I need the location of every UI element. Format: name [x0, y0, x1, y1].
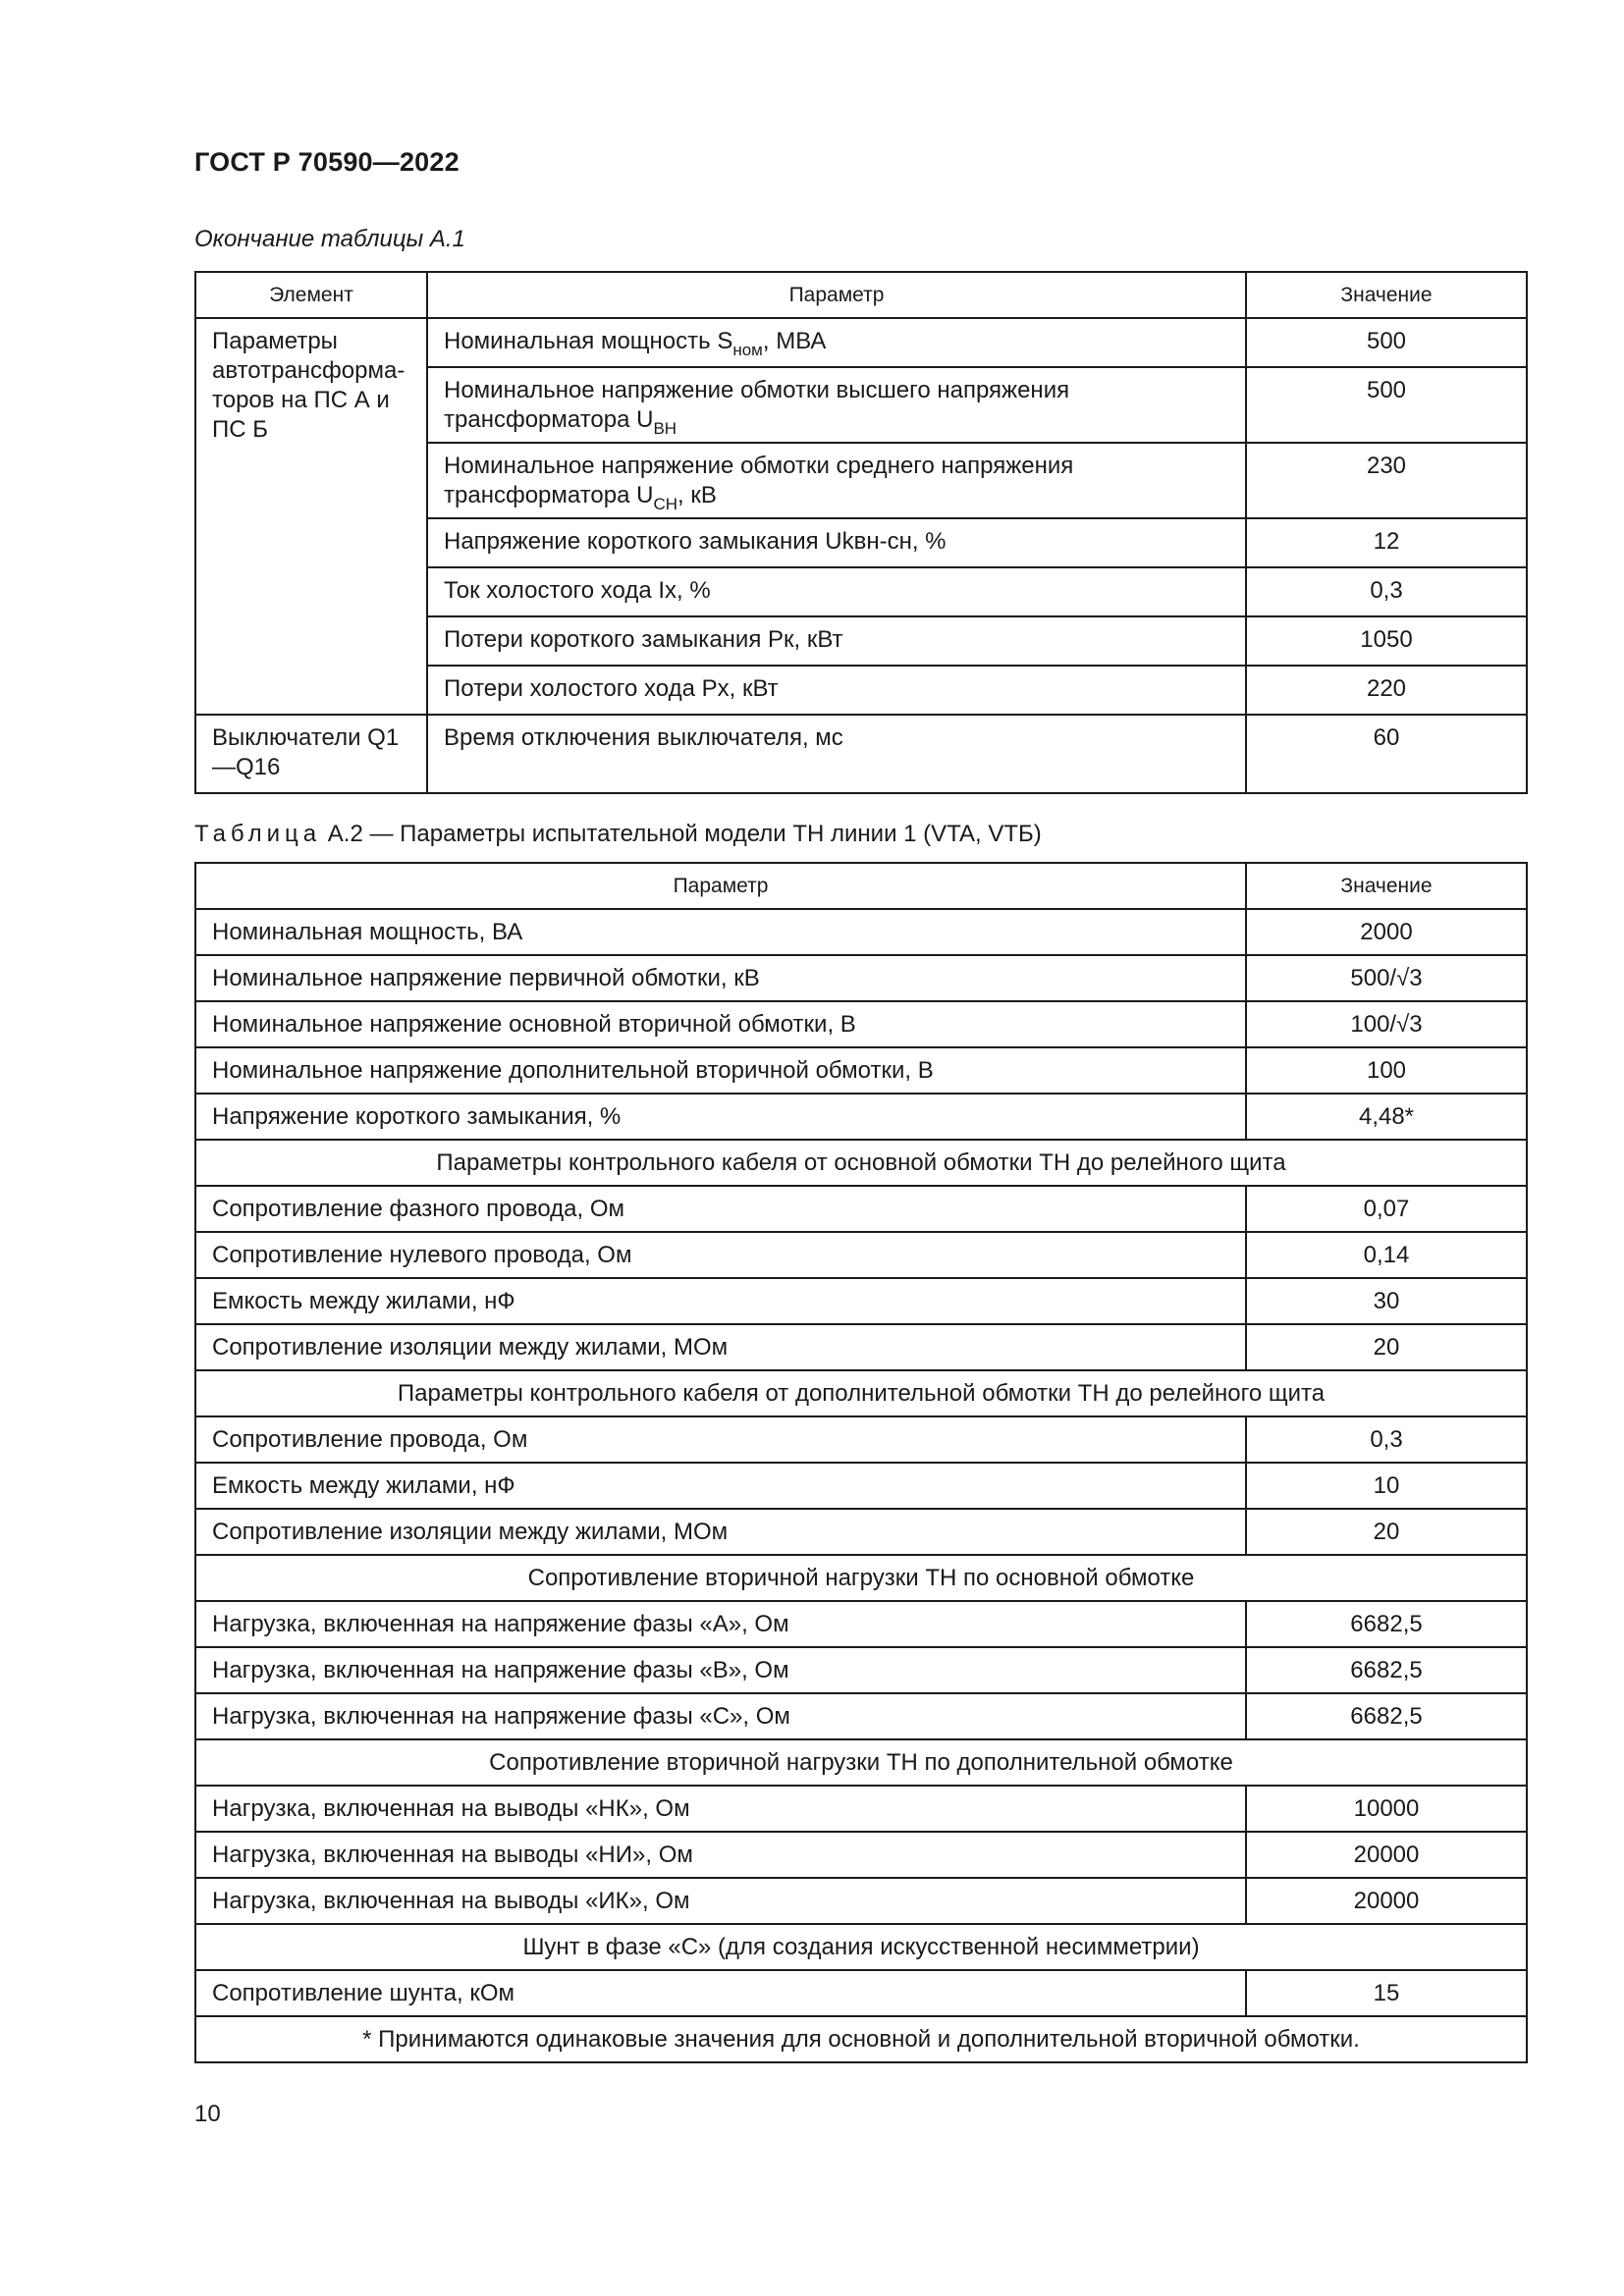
- table-row: [195, 1601, 1527, 1647]
- table-row: [195, 1878, 1527, 1924]
- table-row: [195, 1232, 1527, 1278]
- value-cell: 6682,5: [1246, 1647, 1527, 1693]
- value-cell: 500/√3: [1246, 955, 1527, 1001]
- parameter-cell: Номинальная мощность, ВА: [195, 909, 1246, 955]
- value-cell: 20: [1246, 1509, 1527, 1555]
- table-row: [195, 1509, 1527, 1555]
- table-row: [195, 1693, 1527, 1739]
- value-cell: 20000: [1246, 1832, 1527, 1878]
- table-a2: [194, 862, 1528, 2063]
- table-row: [195, 955, 1527, 1001]
- table-row: [195, 1416, 1527, 1463]
- section-row: [195, 1924, 1527, 1970]
- section-title: Шунт в фазе «С» (для создания искусственной несимметрии): [195, 1924, 1527, 1970]
- parameter-cell: Нагрузка, включенная на напряжение фазы «С», Ом: [195, 1693, 1246, 1739]
- section-row: [195, 1555, 1527, 1601]
- parameter-cell: Потери короткого замыкания Рк, кВт: [427, 616, 1246, 666]
- parameter-cell: Потери холостого хода Рх, кВт: [427, 666, 1246, 715]
- value-cell: 0,07: [1246, 1186, 1527, 1232]
- parameter-cell: Время отключения выключателя, мс: [427, 715, 1246, 793]
- value-cell: 0,3: [1246, 1416, 1527, 1463]
- parameter-cell: Напряжение короткого замыкания Ukвн-сн, %: [427, 518, 1246, 567]
- value-cell: 0,3: [1246, 567, 1527, 616]
- header-value: Значение: [1246, 272, 1527, 318]
- parameter-cell: Ток холостого хода Iх, %: [427, 567, 1246, 616]
- table-row: [195, 1324, 1527, 1370]
- table-row: [195, 1001, 1527, 1047]
- parameter-cell: Нагрузка, включенная на выводы «НИ», Ом: [195, 1832, 1246, 1878]
- value-cell: 20000: [1246, 1878, 1527, 1924]
- parameter-cell: Сопротивление нулевого провода, Ом: [195, 1232, 1246, 1278]
- section-title: Параметры контрольного кабеля от основной обмотки ТН до релейного щита: [195, 1140, 1527, 1186]
- header-parameter: Параметр: [195, 863, 1246, 909]
- table-row: [195, 1047, 1527, 1094]
- section-title: Сопротивление вторичной нагрузки ТН по дополнительной обмотке: [195, 1739, 1527, 1786]
- section-title: Сопротивление вторичной нагрузки ТН по основной обмотке: [195, 1555, 1527, 1601]
- table-row: [195, 1970, 1527, 2016]
- table-row: [195, 909, 1527, 955]
- parameter-cell: Сопротивление фазного провода, Ом: [195, 1186, 1246, 1232]
- parameter-cell: Номинальное напряжение первичной обмотки, кВ: [195, 955, 1246, 1001]
- value-cell: 100/√3: [1246, 1001, 1527, 1047]
- page-number: 10: [194, 2101, 221, 2127]
- section-row: [195, 1739, 1527, 1786]
- parameter-cell: Нагрузка, включенная на напряжение фазы «В», Ом: [195, 1647, 1246, 1693]
- value-cell: 2000: [1246, 909, 1527, 955]
- value-cell: 10: [1246, 1463, 1527, 1509]
- header-parameter: Параметр: [427, 272, 1246, 318]
- table-row: [195, 1278, 1527, 1324]
- table-row: [195, 1094, 1527, 1140]
- parameter-cell: Номинальное напряжение дополнительной вторичной обмотки, В: [195, 1047, 1246, 1094]
- value-cell: 500: [1246, 367, 1527, 443]
- parameter-cell: Емкость между жилами, нФ: [195, 1278, 1246, 1324]
- value-cell: 60: [1246, 715, 1527, 793]
- table-a2-caption: [194, 821, 1042, 848]
- parameter-cell: Сопротивление изоляции между жилами, МОм: [195, 1509, 1246, 1555]
- parameter-cell: Номинальная мощность $S_{ном}$, МВА: [427, 318, 1246, 367]
- value-cell: 1050: [1246, 616, 1527, 666]
- value-cell: 10000: [1246, 1786, 1527, 1832]
- table-header-row: [195, 863, 1527, 909]
- value-cell: 20: [1246, 1324, 1527, 1370]
- table-a1: [194, 271, 1528, 794]
- value-cell: 6682,5: [1246, 1693, 1527, 1739]
- value-cell: 30: [1246, 1278, 1527, 1324]
- value-cell: 4,48*: [1246, 1094, 1527, 1140]
- element-cell: Параметры автотрансформа-торов на ПС А и ПС Б: [195, 318, 427, 715]
- value-cell: 0,14: [1246, 1232, 1527, 1278]
- table-row: [195, 1786, 1527, 1832]
- header-element: Элемент: [195, 272, 427, 318]
- value-cell: 15: [1246, 1970, 1527, 2016]
- value-cell: 500: [1246, 318, 1527, 367]
- table-header-row: [195, 272, 1527, 318]
- section-row: [195, 1140, 1527, 1186]
- parameter-cell: Нагрузка, включенная на выводы «НК», Ом: [195, 1786, 1246, 1832]
- value-cell: 230: [1246, 443, 1527, 518]
- footnote: * Принимаются одинаковые значения для основной и дополнительной вторичной обмотки.: [195, 2016, 1527, 2062]
- parameter-cell: Напряжение короткого замыкания, %: [195, 1094, 1246, 1140]
- parameter-cell: Нагрузка, включенная на выводы «ИК», Ом: [195, 1878, 1246, 1924]
- parameter-cell: Сопротивление шунта, кОм: [195, 1970, 1246, 2016]
- table-row: [195, 715, 1527, 793]
- section-row: [195, 1370, 1527, 1416]
- table-row: [195, 1186, 1527, 1232]
- parameter-cell: Номинальное напряжение обмотки высшего напряжения трансформатора $U_{ВН}$: [427, 367, 1246, 443]
- parameter-cell: Сопротивление провода, Ом: [195, 1416, 1246, 1463]
- parameter-cell: Нагрузка, включенная на напряжение фазы «А», Ом: [195, 1601, 1246, 1647]
- table-row: [195, 318, 1527, 367]
- parameter-cell: Номинальное напряжение обмотки среднего напряжения трансформатора $U_{СН}$, кВ: [427, 443, 1246, 518]
- header-value: Значение: [1246, 863, 1527, 909]
- section-title: Параметры контрольного кабеля от дополнительной обмотки ТН до релейного щита: [195, 1370, 1527, 1416]
- table-row: [195, 1463, 1527, 1509]
- value-cell: 220: [1246, 666, 1527, 715]
- value-cell: 6682,5: [1246, 1601, 1527, 1647]
- table-label: Таблица: [194, 821, 322, 847]
- table-a1-continuation-caption: Окончание таблицы А.1: [194, 226, 465, 252]
- document-id: ГОСТ Р 70590—2022: [194, 147, 460, 177]
- value-cell: 12: [1246, 518, 1527, 567]
- parameter-cell: Емкость между жилами, нФ: [195, 1463, 1246, 1509]
- value-cell: 100: [1246, 1047, 1527, 1094]
- footnote-row: [195, 2016, 1527, 2062]
- table-row: [195, 1647, 1527, 1693]
- parameter-cell: Сопротивление изоляции между жилами, МОм: [195, 1324, 1246, 1370]
- table-row: [195, 1832, 1527, 1878]
- table-title: А.2 — Параметры испытательной модели ТН линии 1 (VTA, VTБ): [321, 821, 1042, 847]
- element-cell: Выключатели Q1—Q16: [195, 715, 427, 793]
- parameter-cell: Номинальное напряжение основной вторичной обмотки, В: [195, 1001, 1246, 1047]
